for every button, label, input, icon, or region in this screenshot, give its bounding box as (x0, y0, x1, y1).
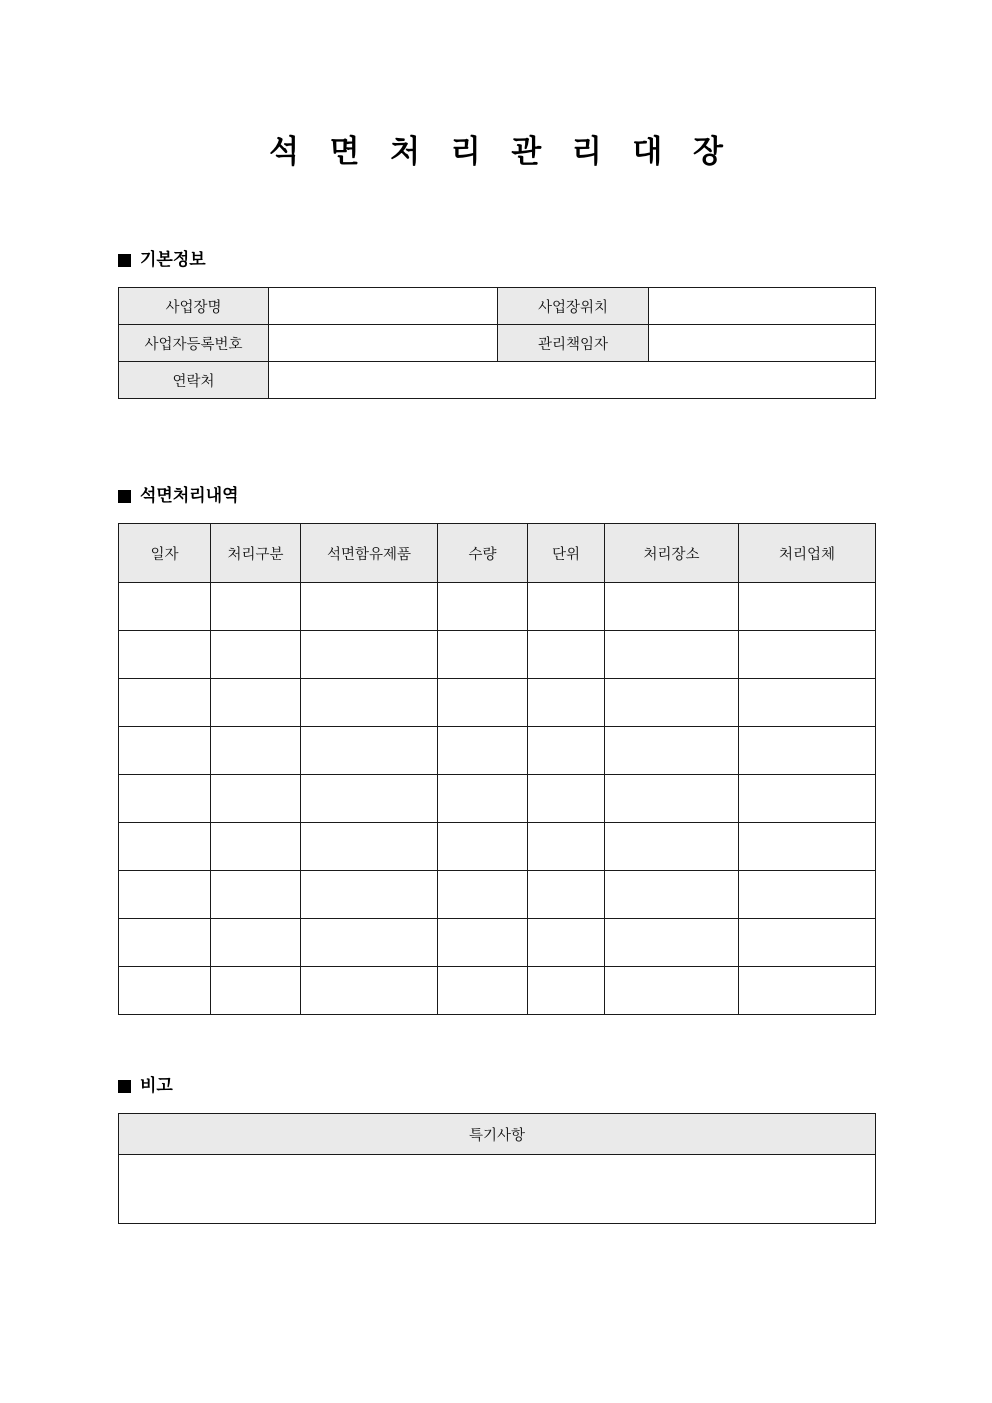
cell-treatment-place[interactable] (605, 583, 739, 631)
label-business-registration-number: 사업자등록번호 (119, 325, 269, 362)
cell-unit[interactable] (528, 583, 605, 631)
cell-asbestos-product[interactable] (301, 631, 438, 679)
cell-date[interactable] (119, 919, 211, 967)
table-row (119, 362, 876, 399)
cell-asbestos-product[interactable] (301, 919, 438, 967)
table-row (119, 1155, 876, 1224)
cell-treatment-company[interactable] (739, 727, 876, 775)
field-business-registration-number[interactable] (269, 325, 498, 362)
cell-treatment-company[interactable] (739, 583, 876, 631)
field-contact[interactable] (269, 362, 876, 399)
cell-treatment-type[interactable] (211, 727, 301, 775)
cell-treatment-type[interactable] (211, 583, 301, 631)
table-row (119, 583, 876, 631)
cell-asbestos-product[interactable] (301, 679, 438, 727)
cell-asbestos-product[interactable] (301, 967, 438, 1015)
cell-asbestos-product[interactable] (301, 583, 438, 631)
cell-treatment-type[interactable] (211, 919, 301, 967)
cell-treatment-type[interactable] (211, 823, 301, 871)
cell-unit[interactable] (528, 679, 605, 727)
cell-treatment-company[interactable] (739, 871, 876, 919)
cell-unit[interactable] (528, 775, 605, 823)
cell-treatment-company[interactable] (739, 823, 876, 871)
cell-asbestos-product[interactable] (301, 727, 438, 775)
cell-treatment-place[interactable] (605, 775, 739, 823)
square-bullet-icon (118, 1080, 131, 1093)
cell-quantity[interactable] (438, 631, 528, 679)
cell-treatment-company[interactable] (739, 631, 876, 679)
field-manager[interactable] (649, 325, 876, 362)
cell-asbestos-product[interactable] (301, 823, 438, 871)
column-header-treatment-type: 처리구분 (211, 524, 301, 583)
cell-quantity[interactable] (438, 775, 528, 823)
label-contact: 연락처 (119, 362, 269, 399)
section-heading-treatment-detail-label: 석면처리내역 (140, 486, 239, 505)
table-row (119, 775, 876, 823)
cell-date[interactable] (119, 631, 211, 679)
table-header-row (119, 524, 876, 583)
column-header-special-notes: 특기사항 (119, 1114, 876, 1155)
cell-date[interactable] (119, 727, 211, 775)
cell-quantity[interactable] (438, 967, 528, 1015)
cell-treatment-place[interactable] (605, 967, 739, 1015)
cell-quantity[interactable] (438, 919, 528, 967)
column-header-treatment-company: 처리업체 (739, 524, 876, 583)
cell-treatment-place[interactable] (605, 823, 739, 871)
table-row (119, 823, 876, 871)
cell-quantity[interactable] (438, 583, 528, 631)
column-header-asbestos-product: 석면함유제품 (301, 524, 438, 583)
cell-quantity[interactable] (438, 679, 528, 727)
cell-quantity[interactable] (438, 823, 528, 871)
cell-treatment-type[interactable] (211, 631, 301, 679)
cell-treatment-company[interactable] (739, 679, 876, 727)
section-heading-basic-info-label: 기본정보 (140, 250, 206, 269)
table-row (119, 679, 876, 727)
cell-quantity[interactable] (438, 871, 528, 919)
section-heading-remarks (118, 1075, 173, 1097)
cell-treatment-place[interactable] (605, 727, 739, 775)
cell-unit[interactable] (528, 919, 605, 967)
cell-treatment-place[interactable] (605, 631, 739, 679)
section-heading-treatment-detail (118, 485, 239, 507)
table-row (119, 919, 876, 967)
cell-unit[interactable] (528, 871, 605, 919)
remarks-table (118, 1113, 876, 1224)
cell-treatment-place[interactable] (605, 871, 739, 919)
label-manager: 관리책임자 (498, 325, 649, 362)
cell-date[interactable] (119, 823, 211, 871)
table-row (119, 631, 876, 679)
treatment-detail-body (119, 583, 876, 1015)
cell-date[interactable] (119, 775, 211, 823)
table-row (119, 967, 876, 1015)
column-header-treatment-place: 처리장소 (605, 524, 739, 583)
page-title: 석 면 처 리 관 리 대 장 (269, 134, 734, 169)
square-bullet-icon (118, 490, 131, 503)
column-header-unit: 단위 (528, 524, 605, 583)
table-row (119, 325, 876, 362)
cell-treatment-place[interactable] (605, 679, 739, 727)
treatment-detail-table (118, 523, 876, 1015)
cell-unit[interactable] (528, 727, 605, 775)
cell-treatment-company[interactable] (739, 775, 876, 823)
column-header-quantity: 수량 (438, 524, 528, 583)
cell-treatment-type[interactable] (211, 679, 301, 727)
cell-asbestos-product[interactable] (301, 871, 438, 919)
cell-treatment-company[interactable] (739, 919, 876, 967)
cell-date[interactable] (119, 679, 211, 727)
basic-info-table (118, 287, 876, 399)
cell-treatment-type[interactable] (211, 967, 301, 1015)
cell-date[interactable] (119, 871, 211, 919)
table-row (119, 288, 876, 325)
field-workplace-location[interactable] (649, 288, 876, 325)
cell-unit[interactable] (528, 967, 605, 1015)
table-header-row (119, 1114, 876, 1155)
square-bullet-icon (118, 254, 131, 267)
table-row (119, 727, 876, 775)
field-workplace-name[interactable] (269, 288, 498, 325)
cell-unit[interactable] (528, 631, 605, 679)
column-header-date: 일자 (119, 524, 211, 583)
table-row (119, 871, 876, 919)
cell-asbestos-product[interactable] (301, 775, 438, 823)
cell-treatment-company[interactable] (739, 967, 876, 1015)
label-workplace-name: 사업장명 (119, 288, 269, 325)
label-workplace-location: 사업장위치 (498, 288, 649, 325)
section-heading-remarks-label: 비고 (140, 1076, 173, 1095)
field-special-notes[interactable] (119, 1155, 876, 1224)
cell-unit[interactable] (528, 823, 605, 871)
cell-date[interactable] (119, 967, 211, 1015)
cell-date[interactable] (119, 583, 211, 631)
cell-quantity[interactable] (438, 727, 528, 775)
cell-treatment-type[interactable] (211, 775, 301, 823)
cell-treatment-type[interactable] (211, 871, 301, 919)
section-heading-basic-info (118, 249, 206, 271)
cell-treatment-place[interactable] (605, 919, 739, 967)
